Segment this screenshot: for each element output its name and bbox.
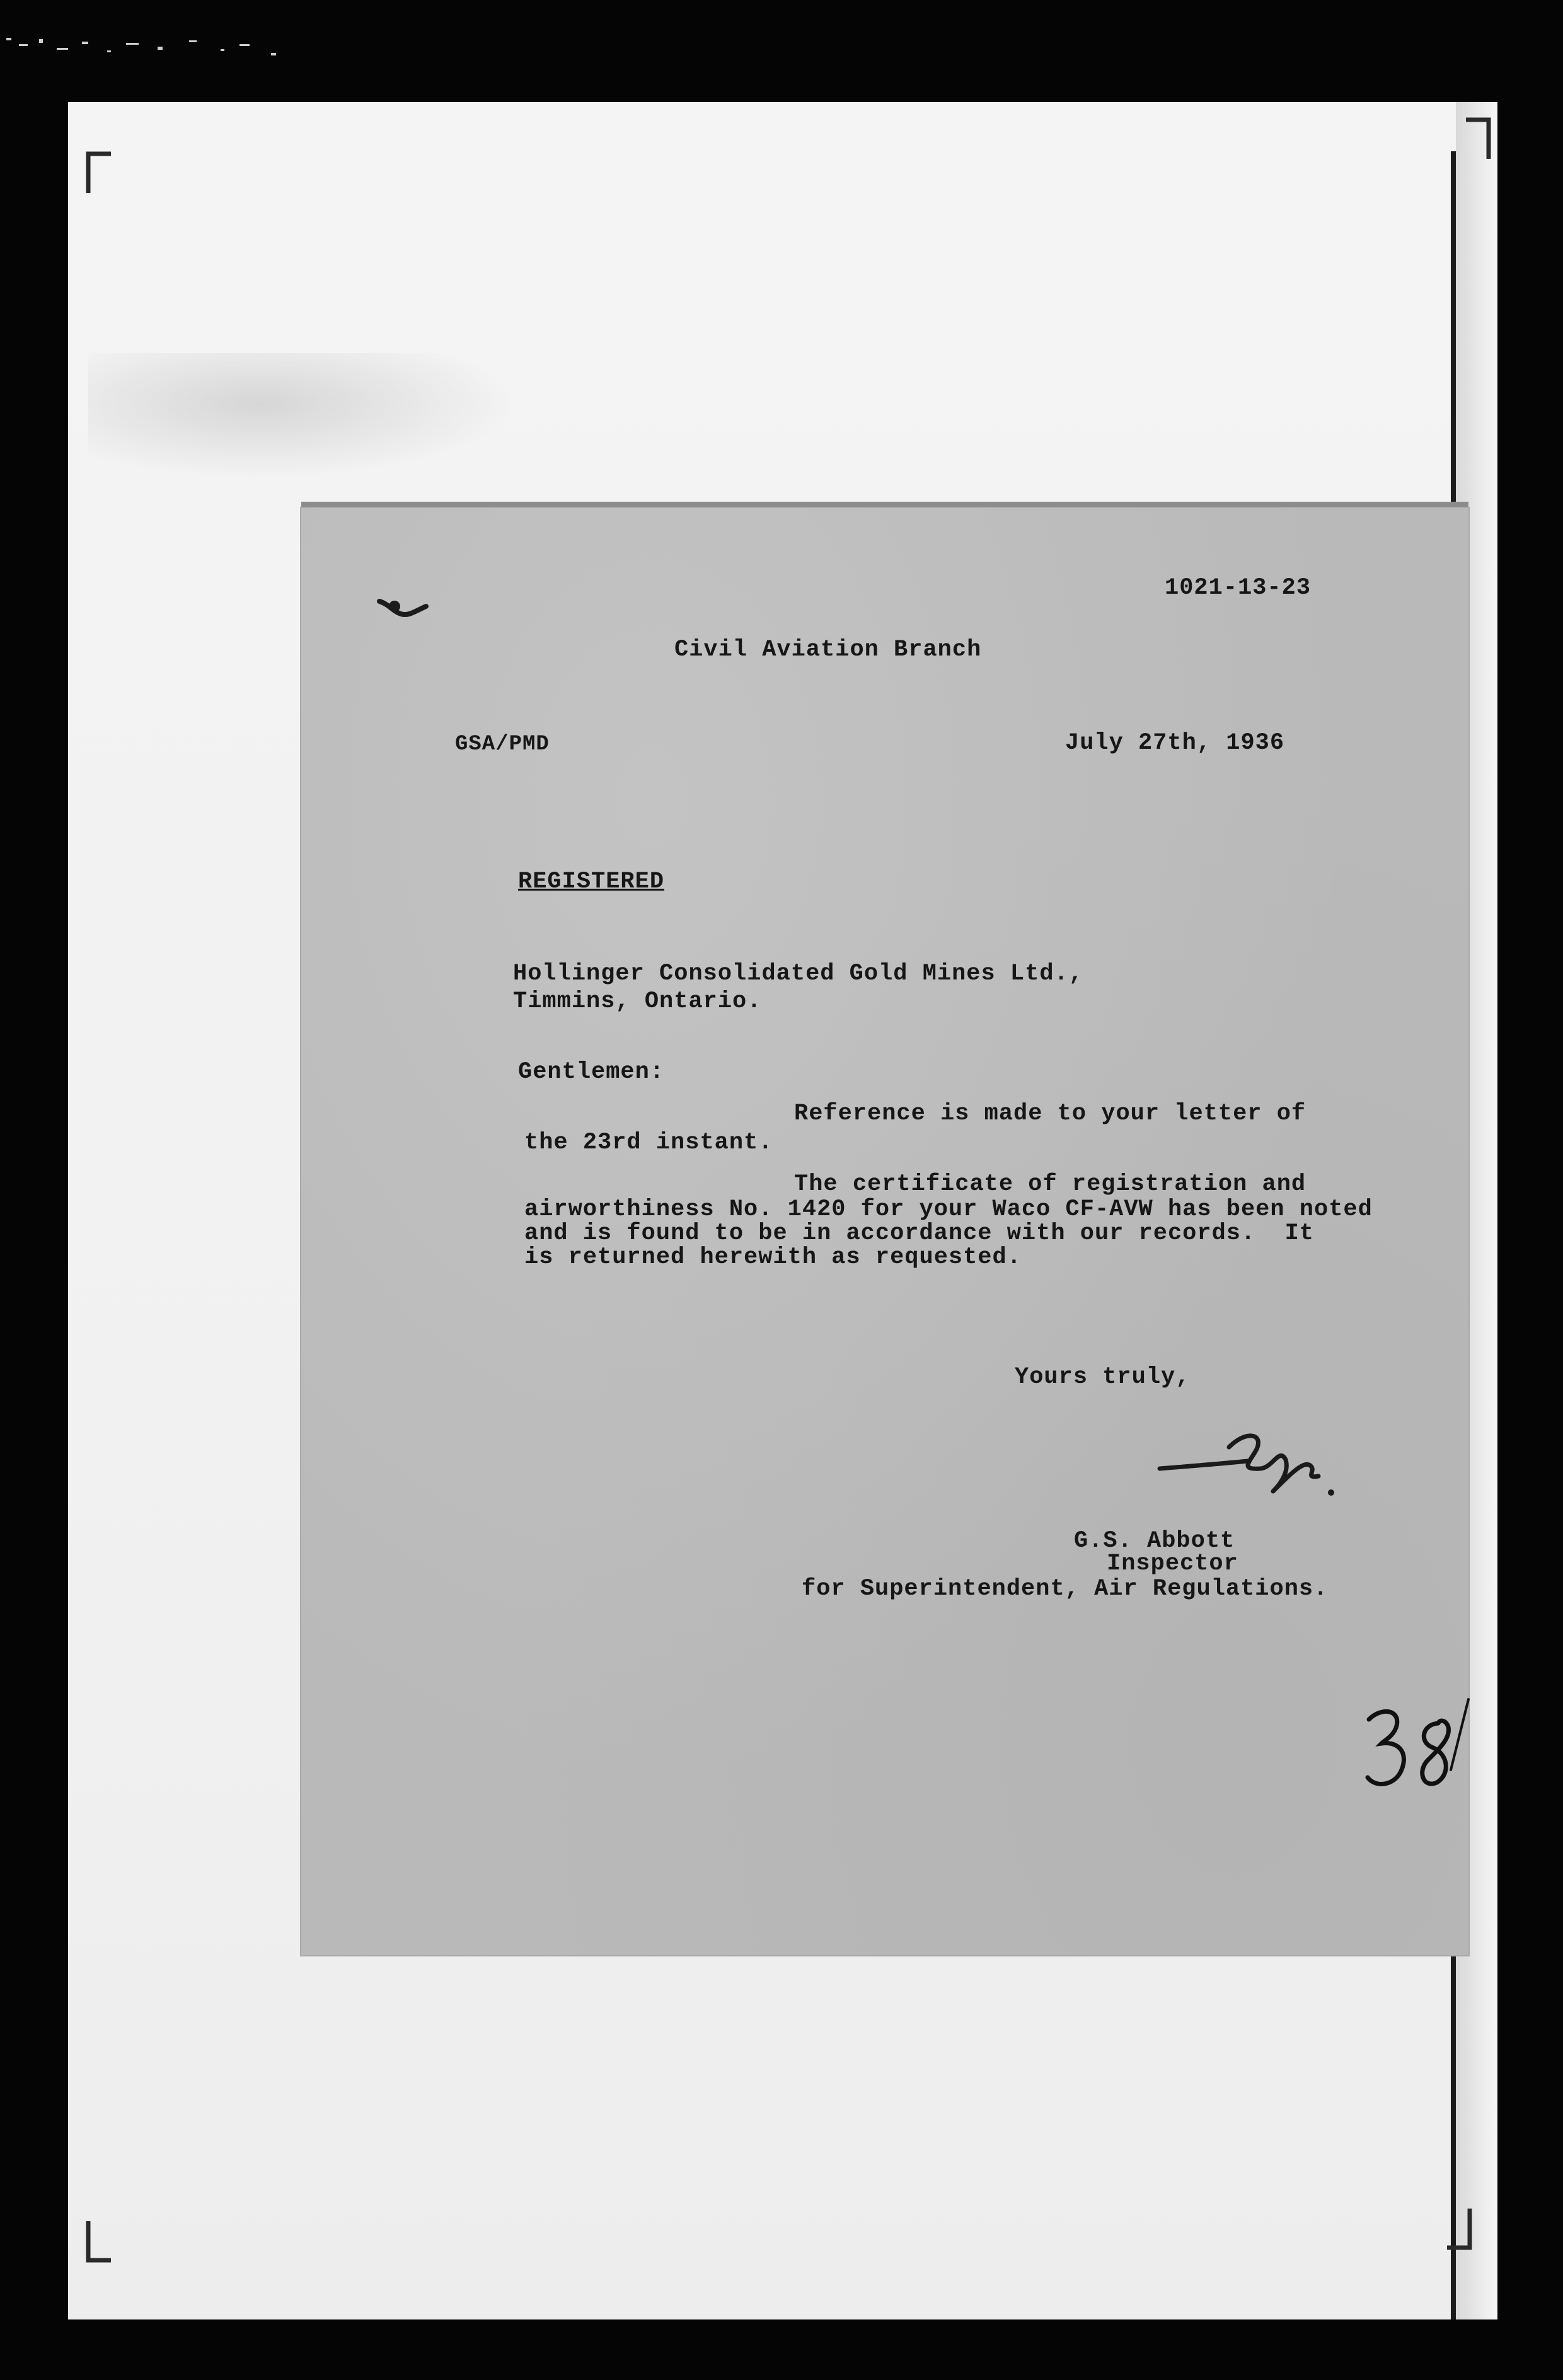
signer-title: Inspector <box>1107 1551 1238 1577</box>
corner-crop-mark-bottom-left <box>86 2219 113 2263</box>
salutation: Gentlemen: <box>518 1059 665 1085</box>
handwritten-folio-number <box>1356 1694 1470 1801</box>
complimentary-close: Yours truly, <box>1015 1364 1191 1390</box>
body-line: is returned herewith as requested. <box>524 1244 1022 1271</box>
corner-crop-mark-bottom-right <box>1445 2206 1472 2250</box>
body-line: the 23rd instant. <box>524 1129 773 1156</box>
handwritten-signature <box>1153 1422 1342 1504</box>
body-line: The certificate of registration and <box>794 1171 1306 1198</box>
body-line: airworthiness No. 1420 for your Waco CF-AVW has been noted <box>524 1196 1373 1223</box>
tissue-paper-stain <box>88 353 517 479</box>
body-line: and is found to be in accordance with our records. It <box>524 1220 1314 1247</box>
signer-name: G.S. Abbott <box>1074 1528 1235 1554</box>
reference-initials: GSA/PMD <box>455 732 550 756</box>
registered-mark: REGISTERED <box>518 869 665 895</box>
body-line: Reference is made to your letter of <box>794 1100 1306 1127</box>
file-number: 1021-13-23 <box>1165 575 1312 601</box>
letter-date: July 27th, 1936 <box>1065 730 1285 756</box>
corner-crop-mark-top-left <box>86 151 113 195</box>
film-scratch-marks <box>0 25 328 76</box>
pencil-check-mark <box>376 592 432 630</box>
addressee-line: Hollinger Consolidated Gold Mines Ltd., <box>513 961 1083 987</box>
office-heading: Civil Aviation Branch <box>674 637 982 663</box>
signer-capacity: for Superintendent, Air Regulations. <box>802 1576 1329 1602</box>
addressee-line: Timmins, Ontario. <box>513 988 762 1015</box>
corner-crop-mark-top-right <box>1463 117 1491 161</box>
